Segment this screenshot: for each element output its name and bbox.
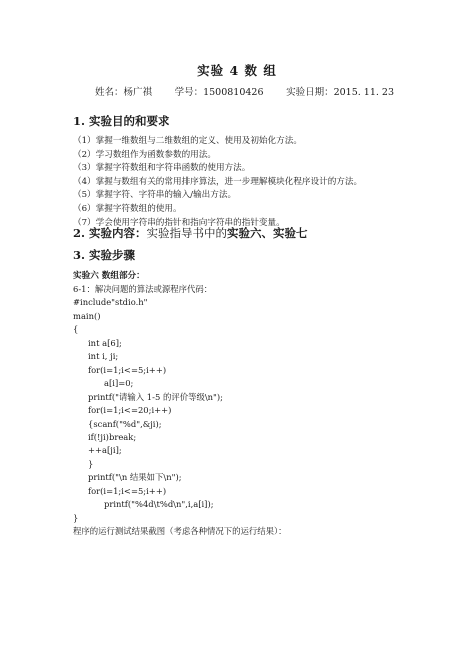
code-line: int a[6]; bbox=[88, 337, 122, 348]
steps-subheading: 实验六 数组部分： bbox=[73, 271, 145, 281]
code-line: printf("请输入 1-5 的评价等级\n"); bbox=[88, 391, 223, 402]
list-item: （5）掌握字符、字符串的输入/输出方法。 bbox=[73, 190, 237, 201]
code-line: for(i=1;i<=5;i++) bbox=[88, 485, 167, 496]
content-middle: 实验指导书中的 bbox=[146, 226, 228, 240]
code-line: for(i=1;i<=20;i++) bbox=[88, 405, 172, 416]
code-block bbox=[73, 283, 287, 539]
list-item: （4）掌握与数组有关的常用排序算法，进一步理解模块化程序设计的方法。 bbox=[73, 176, 363, 187]
experiment-date: 实验日期：2015. 11. 23 bbox=[286, 87, 394, 98]
code-line: #include"stdio.h" bbox=[73, 297, 148, 308]
section-heading-steps: 3. 实验步骤 bbox=[73, 248, 136, 262]
code-line: 程序的运行测试结果截图（考虑各种情况下的运行结果）： bbox=[73, 526, 287, 537]
student-info-line bbox=[95, 84, 394, 98]
section-heading-objectives: 1. 实验目的和要求 bbox=[73, 114, 170, 128]
content-bold-part: 实验六、实验七 bbox=[227, 226, 308, 240]
objectives-list bbox=[73, 135, 362, 230]
list-item: （6）掌握字符数组的使用。 bbox=[73, 203, 182, 214]
list-item: （3）掌握字符数组和字符串函数的使用方法。 bbox=[73, 163, 251, 174]
content-prefix: 2. 实验内容： bbox=[73, 226, 147, 240]
document-title: 实验 4 数 组 bbox=[197, 63, 277, 78]
code-line: } bbox=[73, 512, 79, 523]
code-line: main() bbox=[73, 310, 101, 321]
list-item: （7）学会使用字符串的指针和指向字符串的指针变量。 bbox=[73, 217, 285, 228]
code-line: int i, ji; bbox=[88, 351, 119, 362]
section-heading-content bbox=[73, 225, 308, 241]
code-line: printf("%4d\t%d\n",i,a[i]); bbox=[104, 499, 214, 510]
code-line: {scanf("%d",&ji); bbox=[88, 418, 162, 429]
code-line: ++a[ji]; bbox=[88, 445, 122, 456]
code-line: for(i=1;i<=5;i++) bbox=[88, 364, 167, 375]
student-id: 学号：1500810426 bbox=[174, 87, 264, 98]
list-item: （2）学习数组作为函数参数的用法。 bbox=[73, 149, 216, 160]
code-line: 6-1：解决问题的算法或源程序代码： bbox=[73, 284, 213, 294]
code-line: } bbox=[88, 458, 94, 469]
code-line: a[i]=0; bbox=[104, 378, 134, 389]
code-line: printf("\n 结果如下\n"); bbox=[88, 472, 182, 483]
code-line: { bbox=[73, 324, 79, 335]
student-name: 姓名：杨广祺 bbox=[95, 87, 153, 98]
code-line: if(!ji)break; bbox=[88, 431, 137, 442]
list-item: （1）掌握一维数组与二维数组的定义、使用及初始化方法。 bbox=[73, 136, 302, 146]
